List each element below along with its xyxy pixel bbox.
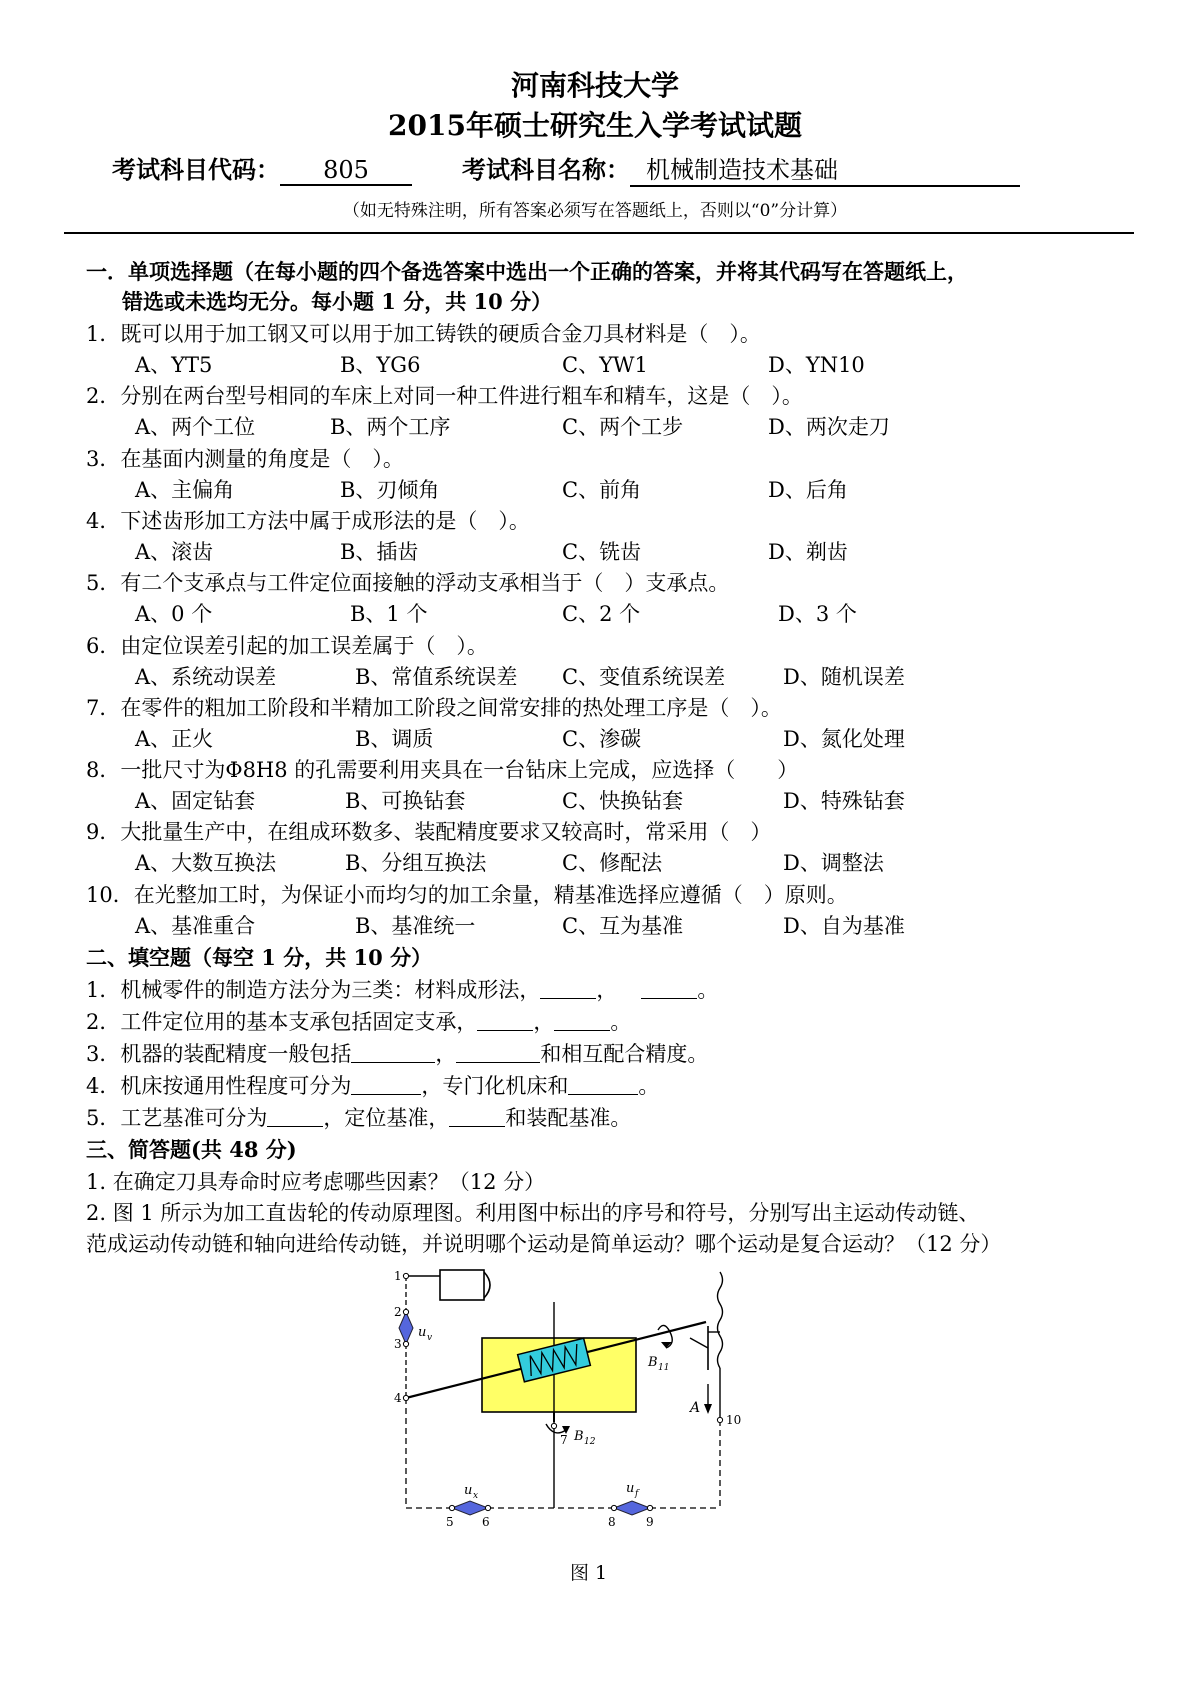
- section3-title: 三、简答题(共 48 分): [86, 1137, 297, 1162]
- question-option: A、基准重合: [135, 913, 256, 938]
- question-option: B、两个工序: [330, 415, 451, 440]
- fill-blank: [456, 1041, 540, 1063]
- fill-q4-text: 4．机床按通用性程度可分为: [86, 1074, 352, 1098]
- question-option: D、剃齿: [768, 539, 848, 564]
- fill-q1-text: 1．机械零件的制造方法分为三类：材料成形法，: [86, 978, 541, 1002]
- fill-q2-end: 。: [610, 1010, 632, 1034]
- fill-q5: [86, 1102, 631, 1132]
- node-3: [403, 1341, 408, 1346]
- fill-q5-sep: ，定位基准，: [323, 1106, 450, 1130]
- question-option: A、两个工位: [135, 415, 256, 440]
- fill-q5-end: 和装配基准。: [505, 1106, 632, 1130]
- question-option: C、铣齿: [562, 539, 642, 564]
- fill-q4-end: 。: [638, 1074, 660, 1098]
- question-option: B、基准统一: [355, 913, 476, 938]
- subject-name-row: [462, 150, 1020, 187]
- short-q2-line1: 2. 图 1 所示为加工直齿轮的传动原理图。利用图中标出的序号和符号，分别写出主运动传动链、: [86, 1201, 980, 1225]
- label-b11-sub: 11: [658, 1363, 670, 1373]
- fill-q5-text: 5．工艺基准可分为: [86, 1106, 268, 1130]
- label-uv-sub: v: [427, 1333, 433, 1343]
- fill-blank: [477, 1009, 533, 1031]
- fill-q1: [86, 974, 718, 1004]
- question-option: C、互为基准: [562, 913, 684, 938]
- fill-q2-text: 2．工件定位用的基本支承包括固定支承，: [86, 1010, 478, 1034]
- figure-caption: 图 1: [570, 1562, 608, 1584]
- node-1: [403, 1273, 408, 1278]
- question-option: A、0 个: [135, 602, 213, 627]
- university-name: 河南科技大学: [510, 69, 679, 102]
- label-5: 5: [446, 1515, 454, 1529]
- label-2: 2: [394, 1305, 402, 1319]
- section1-title-line1: 一．单项选择题（在每小题的四个备选答案中选出一个正确的答案，并将其代码写在答题纸上，: [86, 259, 968, 284]
- question-option: D、随机误差: [783, 664, 905, 689]
- question-option: C、修配法: [562, 851, 663, 876]
- label-b12-sub: 12: [584, 1437, 596, 1447]
- node-2: [403, 1309, 408, 1314]
- question-option: C、快换钻套: [562, 789, 684, 814]
- label-3: 3: [394, 1337, 402, 1351]
- question-option: D、特殊钻套: [783, 789, 905, 814]
- label-a: A: [690, 1400, 701, 1416]
- question-stem: 1．既可以用于加工钢又可以用于加工铸铁的硬质合金刀具材料是（ ）。: [86, 322, 761, 346]
- fill-q3-text: 3．机器的装配精度一般包括: [86, 1042, 352, 1066]
- question-stem: 6．由定位误差引起的加工误差属于（ ）。: [86, 633, 488, 658]
- fill-blank: [540, 977, 596, 999]
- question-option: B、YG6: [340, 353, 421, 377]
- fill-q1-end: 。: [697, 978, 719, 1002]
- short-q1: 1. 在确定刀具寿命时应考虑哪些因素？（12 分）: [86, 1170, 546, 1194]
- question-stem: 10．在光整加工时，为保证小而均匀的加工余量，精基准选择应遵循（ ）原则。: [86, 882, 848, 907]
- question-option: A、滚齿: [135, 539, 214, 564]
- fill-blank: [351, 1041, 435, 1063]
- question-option: B、1 个: [350, 602, 428, 627]
- question-option: C、前角: [562, 477, 642, 502]
- fill-q2: [86, 1006, 631, 1036]
- fill-blank: [641, 977, 697, 999]
- label-b11: B: [648, 1355, 658, 1370]
- question-option: D、氮化处理: [783, 726, 905, 751]
- subject-name-label: 考试科目名称：: [462, 155, 630, 184]
- motor-body: [440, 1270, 484, 1300]
- fill-blank: [449, 1105, 505, 1127]
- fill-blank: [568, 1073, 638, 1095]
- question-option: D、YN10: [768, 353, 865, 377]
- question-option: A、系统动误差: [135, 664, 277, 689]
- question-option: D、自为基准: [783, 913, 905, 938]
- transmission-diagram: [390, 1262, 800, 1552]
- tool-link: [690, 1338, 708, 1348]
- question-option: C、两个工步: [562, 415, 684, 440]
- right-column: [718, 1272, 723, 1368]
- fill-q3-end: 和相互配合精度。: [540, 1042, 709, 1066]
- node-4: [403, 1395, 408, 1400]
- ux-diamond: [452, 1501, 488, 1515]
- question-stem: 2．分别在两台型号相同的车床上对同一种工件进行粗车和精车，这是（ ）。: [86, 384, 803, 409]
- subject-code-value: 805: [280, 156, 412, 186]
- question-option: D、后角: [768, 477, 848, 502]
- question-option: A、主偏角: [135, 477, 235, 502]
- question-option: C、变值系统误差: [562, 664, 726, 689]
- fill-blank: [554, 1009, 610, 1031]
- question-stem: 3．在基面内测量的角度是（ ）。: [86, 446, 404, 471]
- subject-name-value: 机械制造技术基础: [630, 150, 1020, 187]
- question-stem: 8．一批尺寸为Φ8H8 的孔需要利用夹具在一台钻床上完成，应选择（ ）: [86, 758, 799, 783]
- question-stem: 9．大批量生产中，在组成环数多、装配精度要求又较高时，常采用（ ）: [86, 820, 772, 845]
- question-option: B、调质: [355, 726, 434, 751]
- question-option: C、YW1: [562, 353, 648, 377]
- question-option: B、插齿: [340, 539, 419, 564]
- uf-diamond: [614, 1501, 650, 1515]
- fill-blank: [351, 1073, 421, 1095]
- label-10: 10: [726, 1413, 742, 1427]
- fill-q3-sep: ，: [435, 1042, 457, 1066]
- question-option: A、正火: [135, 726, 214, 751]
- label-6: 6: [482, 1515, 490, 1529]
- node-8: [611, 1505, 616, 1510]
- label-ux-sub: x: [473, 1491, 479, 1501]
- fill-q1-sep: ，: [596, 978, 618, 1002]
- exam-title: 2015年硕士研究生入学考试试题: [388, 109, 802, 142]
- question-option: D、两次走刀: [768, 415, 890, 440]
- question-option: A、大数互换法: [135, 851, 277, 876]
- question-option: D、3 个: [778, 602, 857, 627]
- label-1: 1: [394, 1269, 402, 1283]
- question-option: C、2 个: [562, 602, 641, 627]
- label-uf-sub: f: [635, 1489, 639, 1499]
- subject-code-label: 考试科目代码：: [112, 155, 280, 184]
- label-4: 4: [394, 1391, 402, 1405]
- node-7: [551, 1423, 556, 1428]
- label-9: 9: [646, 1515, 654, 1529]
- exam-note: （如无特殊注明，所有答案必须写在答题纸上，否则以“0”分计算）: [342, 201, 848, 221]
- question-option: A、固定钻套: [135, 789, 256, 814]
- question-option: C、渗碳: [562, 726, 642, 751]
- label-ux: u: [464, 1483, 473, 1498]
- question-option: B、刃倾角: [340, 477, 440, 502]
- label-8: 8: [608, 1515, 616, 1529]
- node-5: [449, 1505, 454, 1510]
- question-option: B、常值系统误差: [355, 664, 518, 689]
- question-option: B、分组互换法: [345, 851, 487, 876]
- question-stem: 5．有二个支承点与工件定位面接触的浮动支承相当于（ ）支承点。: [86, 571, 730, 596]
- node-6: [485, 1505, 490, 1510]
- question-option: A、YT5: [135, 353, 213, 377]
- section1-title-line2: 错选或未选均无分。每小题 1 分，共 10 分）: [122, 289, 553, 314]
- question-stem: 7．在零件的粗加工阶段和半精加工阶段之间常安排的热处理工序是（ ）。: [86, 695, 782, 720]
- subject-code-row: [112, 150, 412, 186]
- section2-title: 二、填空题（每空 1 分，共 10 分）: [86, 945, 433, 970]
- question-option: B、可换钻套: [345, 789, 466, 814]
- motor-end: [484, 1272, 490, 1298]
- fill-q3: [86, 1038, 708, 1068]
- label-uf: u: [626, 1481, 635, 1496]
- label-b12: B: [574, 1429, 584, 1444]
- header-divider: [64, 232, 1134, 234]
- question-stem: 4．下述齿形加工方法中属于成形法的是（ ）。: [86, 508, 530, 533]
- fill-q4-sep: ，专门化机床和: [421, 1074, 569, 1098]
- short-q2-line2: 范成运动传动链和轴向进给传动链，并说明哪个运动是简单运动？哪个运动是复合运动？（12 分）: [86, 1232, 1002, 1256]
- label-7: 7: [560, 1433, 568, 1447]
- fill-blank: [267, 1105, 323, 1127]
- fill-q4: [86, 1070, 659, 1100]
- a-arrowhead: [704, 1404, 712, 1414]
- node-10: [717, 1417, 722, 1422]
- fill-q2-sep: ，: [533, 1010, 555, 1034]
- label-uv: u: [418, 1325, 427, 1340]
- question-option: D、调整法: [783, 851, 884, 876]
- node-9: [647, 1505, 652, 1510]
